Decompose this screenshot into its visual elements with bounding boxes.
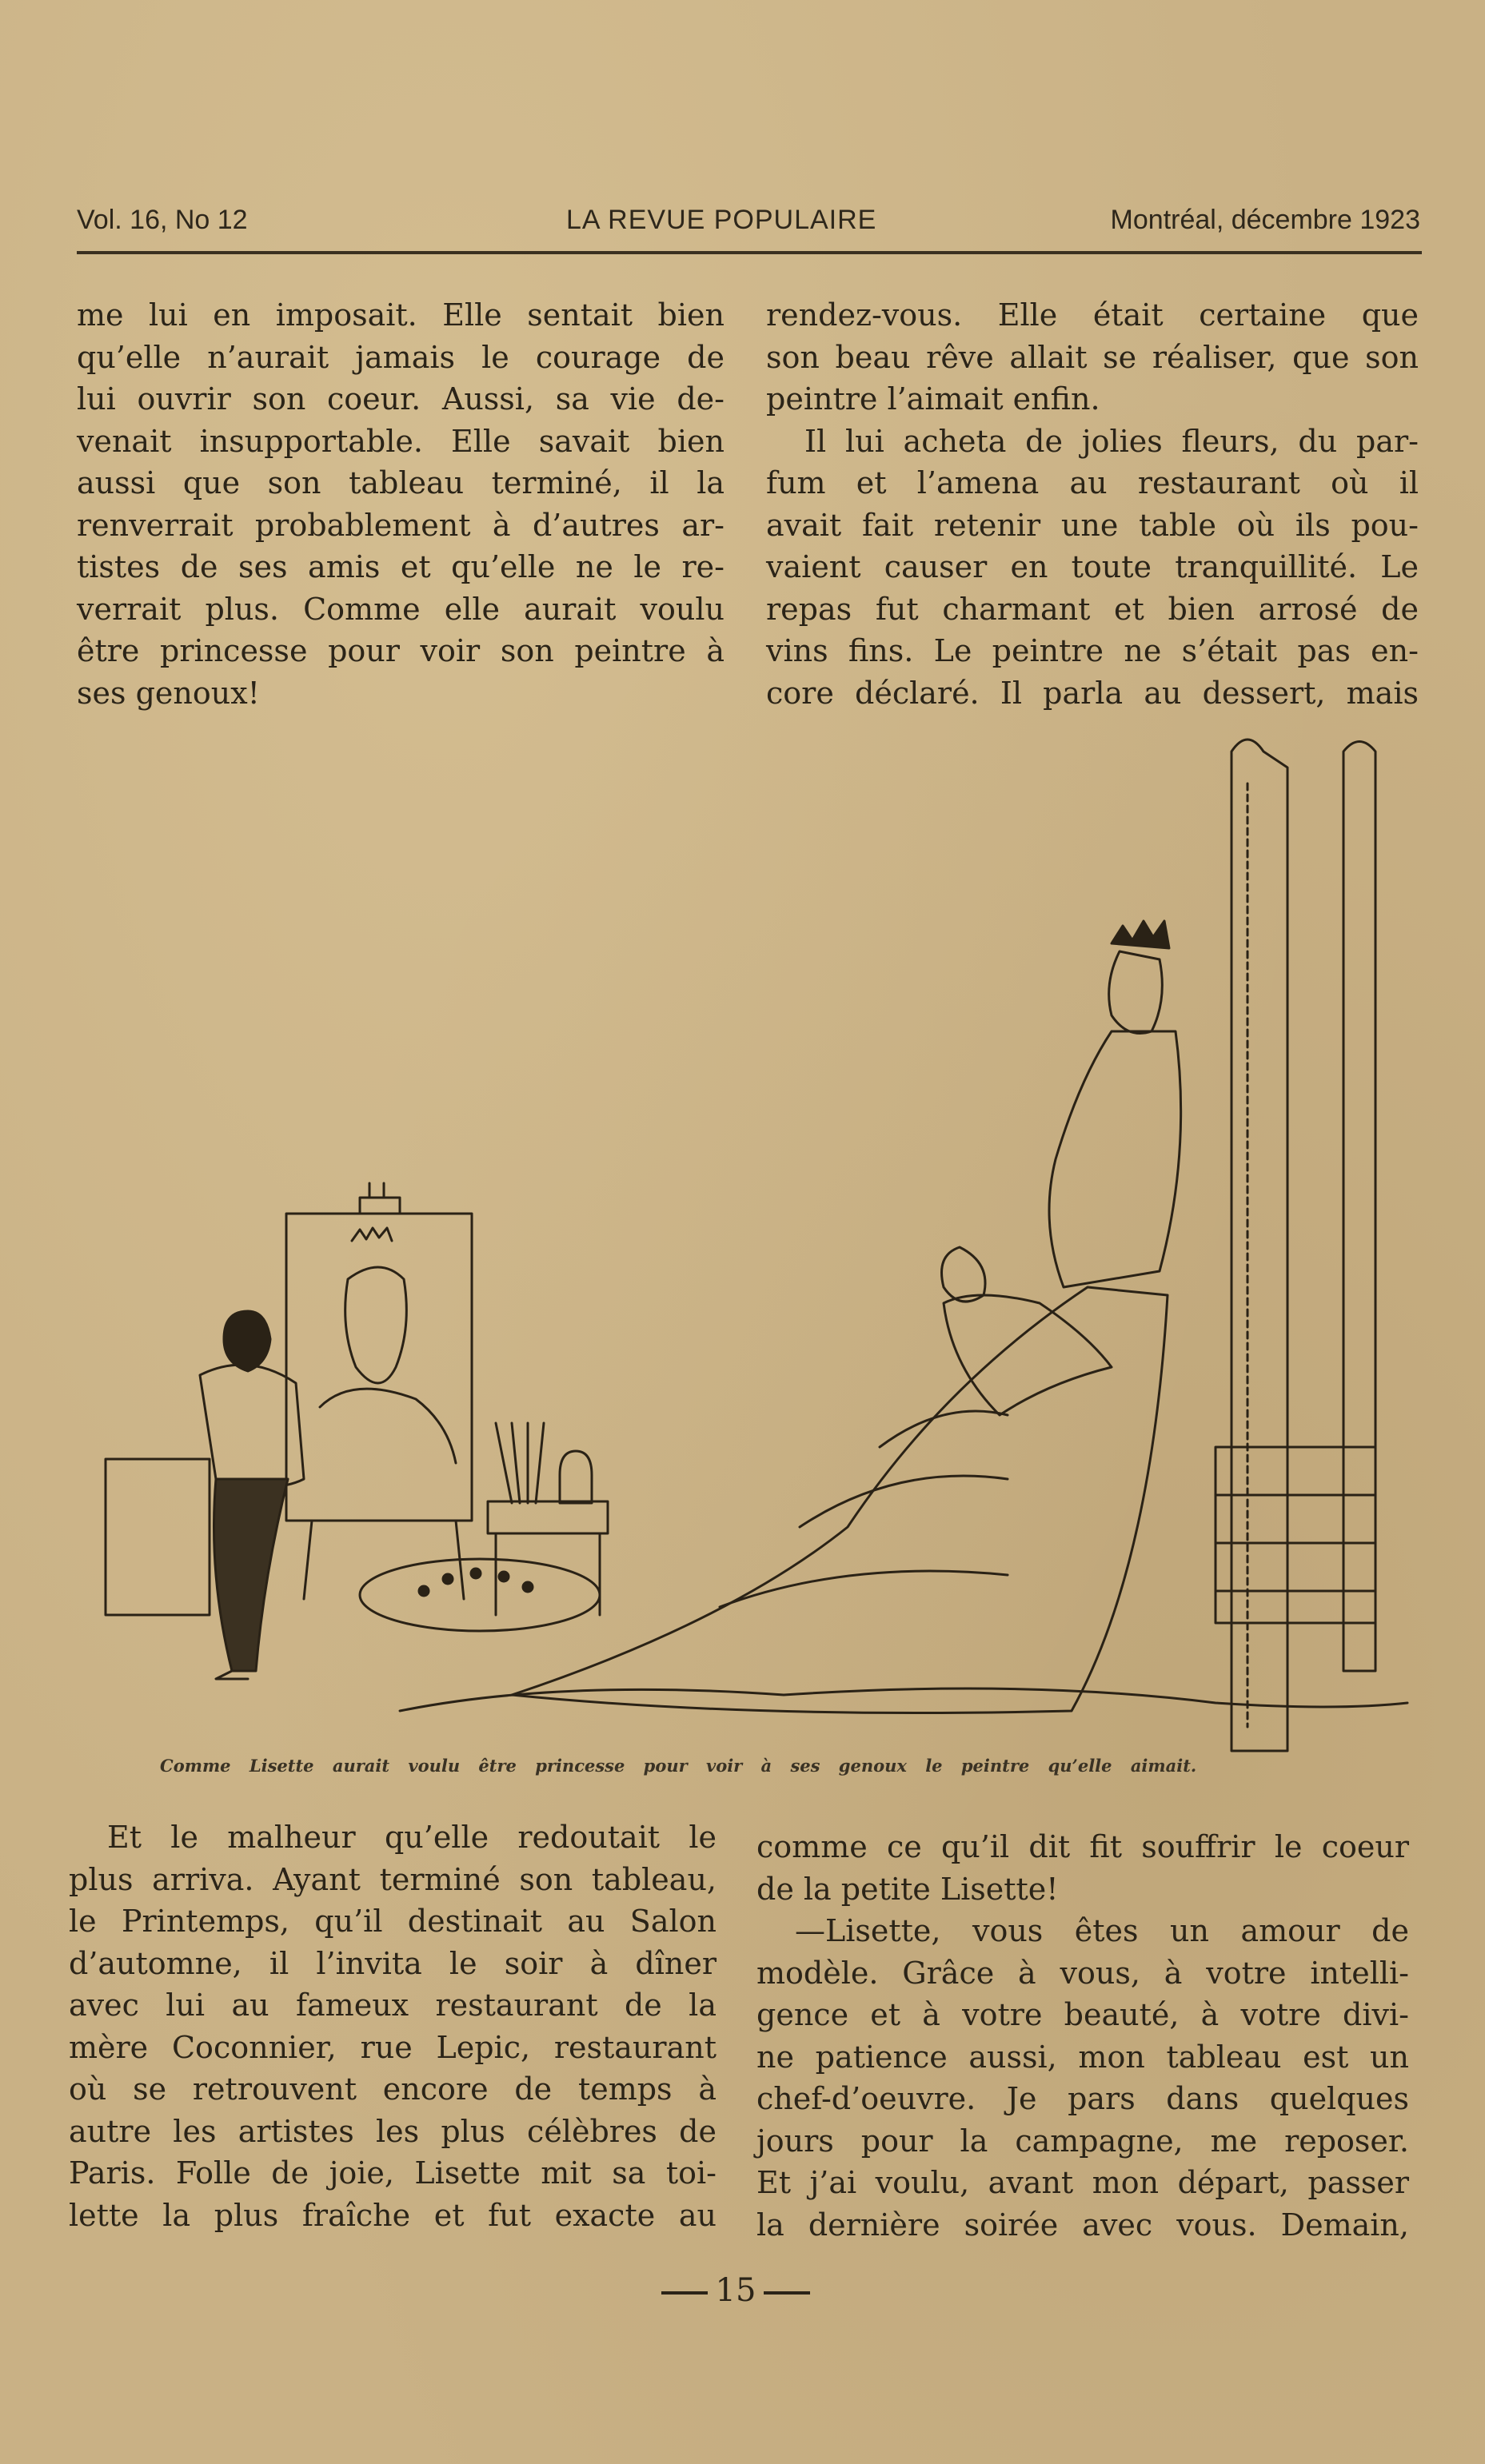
running-header — [77, 205, 1420, 240]
text-line: où se retrouvent encore de temps à — [69, 2071, 717, 2107]
bench-icon — [106, 1459, 210, 1615]
text-line: venait insupportable. Elle savait bien — [77, 423, 725, 459]
dash-right — [764, 2291, 810, 2295]
easel-icon — [286, 1183, 472, 1599]
illustration — [80, 728, 1423, 1767]
volume-number: Vol. 16, No 12 — [77, 205, 248, 235]
text-line: son beau rêve allait se réaliser, que son — [766, 339, 1419, 375]
page-number — [648, 2272, 824, 2309]
text-line: comme ce qu’il dit fit souffrir le coeur — [756, 1829, 1409, 1864]
illustration-caption: Comme Lisette aurait voulu être princesse pour voir à ses genoux le peintre qu’elle aimait. — [160, 1756, 1197, 1776]
text-line: lui ouvrir son coeur. Aussi, sa vie de- — [77, 381, 725, 417]
text-line: Il lui acheta de jolies fleurs, du par- — [804, 423, 1419, 459]
text-line: lette la plus fraîche et fut exacte au — [69, 2197, 717, 2233]
dash-left — [661, 2291, 708, 2295]
text-line: de la petite Lisette! — [756, 1871, 1059, 1907]
text-line: être princesse pour voir son peintre à — [77, 633, 725, 668]
text-line: d’automne, il l’invita le soir à dîner — [69, 1945, 717, 1981]
text-column-bottom-right — [756, 1826, 1409, 2246]
page-number-value: 15 — [715, 2272, 756, 2309]
text-line: autre les artistes les plus célèbres de — [69, 2113, 717, 2149]
text-line: verrait plus. Comme elle aurait voulu — [77, 591, 725, 627]
text-line: rendez-vous. Elle était certaine que — [766, 297, 1419, 333]
text-line: vins fins. Le peintre ne s’était pas en- — [766, 633, 1419, 668]
text-line: le Printemps, qu’il destinait au Salon — [69, 1904, 717, 1939]
throne-icon — [1216, 740, 1375, 1751]
text-line: peintre l’aimait enfin. — [766, 381, 1100, 417]
text-line: me lui en imposait. Elle sentait bien — [77, 297, 725, 333]
text-line: Et j’ai voulu, avant mon départ, passer — [756, 2165, 1409, 2200]
text-line: aussi que son tableau terminé, il la — [77, 465, 725, 500]
text-line: mère Coconnier, rue Lepic, restaurant — [69, 2029, 717, 2065]
text-line: avait fait retenir une table où ils pou- — [766, 507, 1419, 543]
painter-figure-icon — [200, 1311, 304, 1679]
text-line: renverrait probablement à d’autres ar- — [77, 507, 725, 543]
paint-table-icon — [488, 1423, 608, 1615]
palette-icon — [360, 1559, 600, 1631]
queen-figure-icon — [512, 921, 1181, 1713]
header-rule — [77, 251, 1422, 254]
text-column-bottom-left — [69, 1816, 717, 2236]
text-line: repas fut charmant et bien arrosé de — [766, 591, 1419, 627]
text-line: gence et à votre beauté, à votre divi- — [756, 1997, 1409, 2032]
text-line: fum et l’amena au restaurant où il — [766, 465, 1419, 500]
location-date: Montréal, décembre 1923 — [1110, 205, 1420, 235]
text-line: avec lui au fameux restaurant de la — [69, 1988, 717, 2023]
text-column-top-left — [77, 294, 725, 714]
text-line: modèle. Grâce à vous, à votre intelli- — [756, 1955, 1409, 1991]
text-column-top-right — [766, 294, 1419, 714]
text-line: la dernière soirée avec vous. Demain, — [756, 2207, 1409, 2243]
text-line: chef-d’oeuvre. Je pars dans quelques — [756, 2081, 1409, 2116]
text-line: vaient causer en toute tranquillité. Le — [766, 549, 1419, 584]
text-line: qu’elle n’aurait jamais le courage de — [77, 339, 725, 375]
publication-title: LA REVUE POPULAIRE — [566, 205, 877, 235]
text-line: jours pour la campagne, me reposer. — [756, 2123, 1409, 2159]
text-line: Et le malheur qu’elle redoutait le — [107, 1820, 717, 1855]
text-line: ne patience aussi, mon tableau est un — [756, 2039, 1409, 2075]
text-line: Paris. Folle de joie, Lisette mit sa toi- — [69, 2155, 717, 2191]
text-line: core déclaré. Il parla au dessert, mais — [766, 675, 1419, 711]
text-line: ses genoux! — [77, 675, 260, 711]
text-line: —Lisette, vous êtes un amour de — [795, 1913, 1409, 1948]
text-line: tistes de ses amis et qu’elle ne le re- — [77, 549, 725, 584]
text-line: plus arriva. Ayant terminé son tableau, — [69, 1861, 717, 1897]
